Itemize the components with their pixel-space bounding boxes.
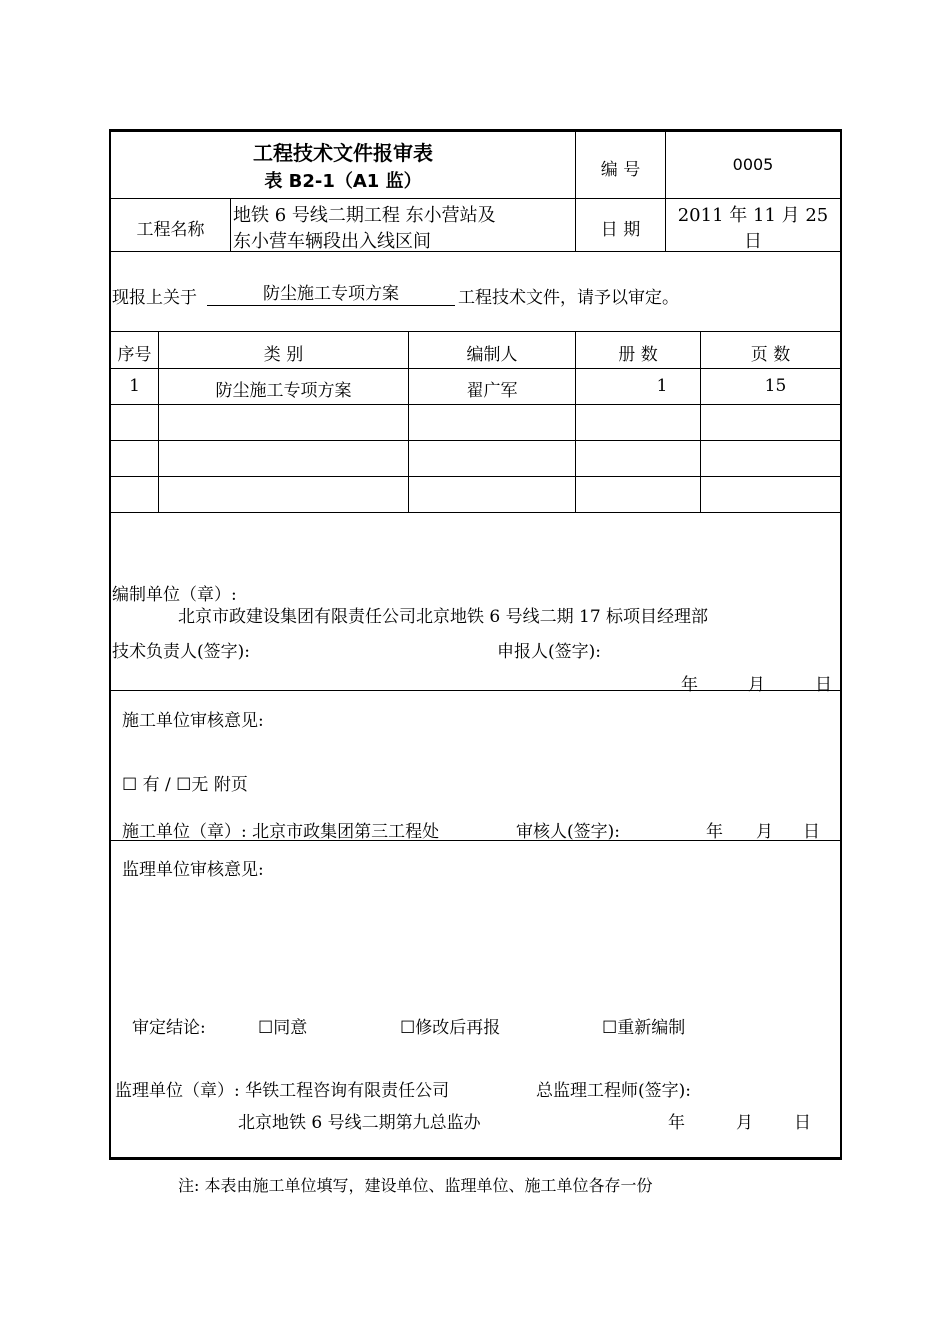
rule (109, 440, 842, 441)
attachment-checkboxes[interactable]: ☐ 有 / ☐无 附页 (122, 775, 248, 795)
preparer-date-year: 年 (681, 675, 698, 695)
rule (109, 368, 842, 369)
cell-category: 防尘施工专项方案 (215, 381, 352, 401)
cell-author: 翟广军 (466, 381, 518, 401)
rule (109, 512, 842, 513)
project-name-line1: 地铁 6 号线二期工程 东小营站及 (233, 205, 496, 226)
date-line2: 日 (744, 231, 762, 252)
border-left (109, 129, 111, 1160)
preparer-date-month: 月 (748, 675, 765, 695)
footnote: 注: 本表由施工单位填写，建设单位、监理单位、施工单位各存一份 (178, 1176, 653, 1195)
cell-volumes: 1 (656, 376, 668, 396)
project-name-line2: 东小营车辆段出入线区间 (233, 231, 431, 252)
cell-pages: 15 (764, 376, 787, 396)
conclusion-label: 审定结论: (132, 1018, 206, 1038)
form-code: 表 B2-1（A1 监） (264, 171, 422, 192)
supervisor-date-day: 日 (794, 1113, 811, 1133)
rule (109, 404, 842, 405)
supervisor-date-month: 月 (736, 1113, 753, 1133)
col-header-author: 编制人 (466, 345, 518, 365)
preparer-unit-label: 编制单位（章）: (112, 585, 237, 605)
contractor-reviewer-signature: 审核人(签字): (516, 822, 620, 842)
supervisor-unit: 监理单位（章）: 华铁工程咨询有限责任公司 (115, 1081, 450, 1101)
col-header-no: 序号 (117, 345, 152, 365)
applicant-signature: 申报人(签字): (497, 642, 601, 662)
col-header-category: 类 别 (263, 345, 304, 365)
form-title: 工程技术文件报审表 (253, 141, 433, 165)
submission-subject: 防尘施工专项方案 (207, 283, 455, 306)
rule (109, 476, 842, 477)
supervisor-date-year: 年 (668, 1113, 685, 1133)
preparer-date-day: 日 (815, 675, 832, 695)
contractor-date-day: 日 (803, 822, 820, 842)
project-name-label: 工程名称 (136, 220, 205, 240)
rule (109, 690, 842, 691)
col-header-volumes: 册 数 (618, 345, 658, 365)
col-header-pages: 页 数 (750, 345, 791, 365)
rule (109, 331, 842, 332)
option-revise-checkbox[interactable]: ☐修改后再报 (400, 1018, 501, 1038)
supervisor-office: 北京地铁 6 号线二期第九总监办 (238, 1113, 481, 1133)
submission-suffix: 工程技术文件，请予以审定。 (458, 288, 679, 308)
rule (230, 198, 231, 251)
border-right (840, 129, 842, 1160)
chief-engineer-signature: 总监理工程师(签字): (536, 1081, 691, 1101)
cell-no: 1 (129, 376, 140, 396)
contractor-date-year: 年 (706, 822, 723, 842)
tech-lead-signature: 技术负责人(签字): (112, 642, 250, 662)
contractor-unit: 施工单位（章）: 北京市政集团第三工程处 (122, 822, 440, 842)
option-redo-checkbox[interactable]: ☐重新编制 (602, 1018, 686, 1038)
supervisor-review-title: 监理单位审核意见: (122, 860, 264, 880)
option-approve-checkbox[interactable]: ☐同意 (258, 1018, 308, 1038)
rule (109, 198, 842, 199)
border-top (109, 129, 842, 132)
border-bottom (109, 1157, 842, 1160)
submission-prefix: 现报上关于 (112, 288, 197, 308)
preparer-unit-name: 北京市政建设集团有限责任公司北京地铁 6 号线二期 17 标项目经理部 (178, 607, 709, 627)
number-label: 编 号 (600, 160, 641, 180)
date-line1: 2011 年 11 月 25 (677, 205, 829, 226)
date-label: 日 期 (600, 220, 641, 240)
contractor-review-title: 施工单位审核意见: (122, 711, 264, 731)
number-value: 0005 (732, 155, 774, 174)
contractor-date-month: 月 (756, 822, 773, 842)
